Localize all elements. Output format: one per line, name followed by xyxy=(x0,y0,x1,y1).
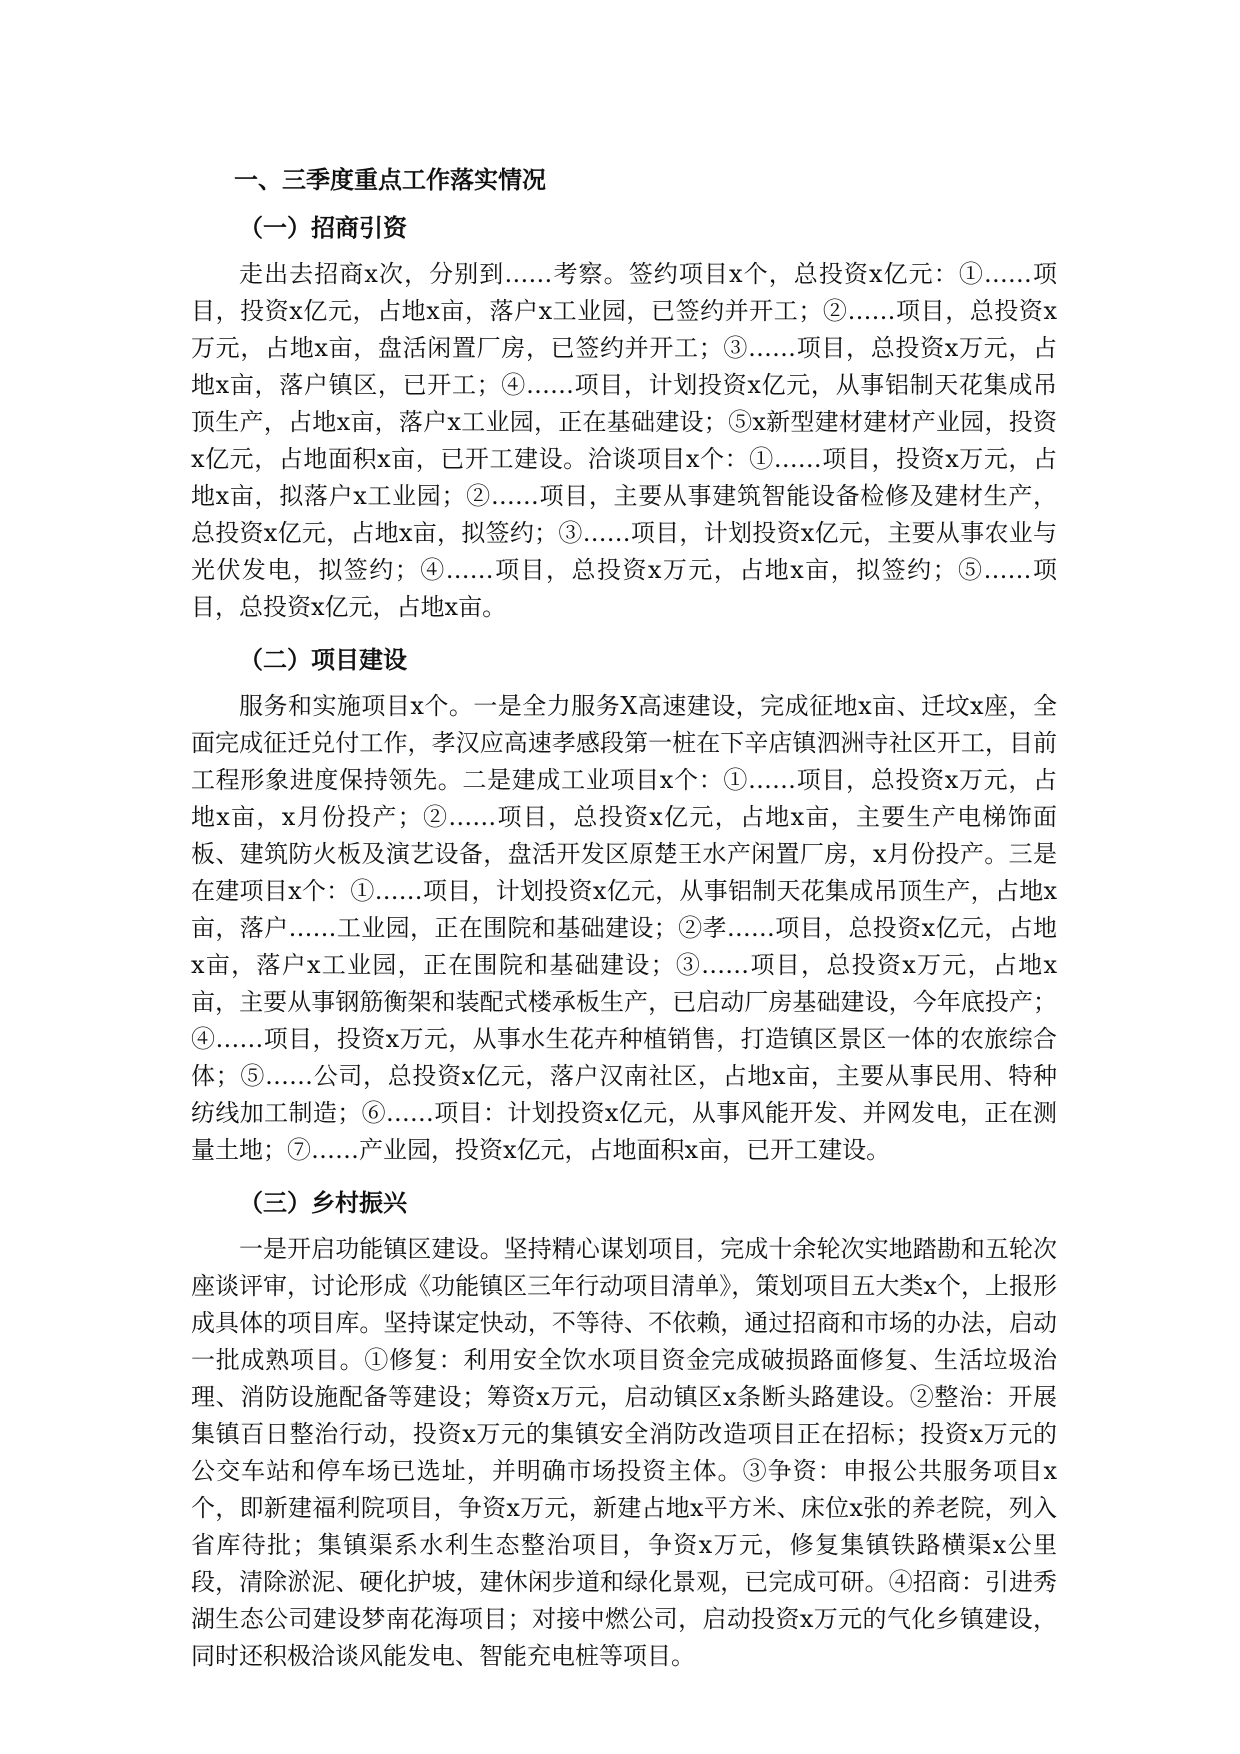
section-heading-project-construction: （二）项目建设 xyxy=(239,646,407,674)
section-heading-investment: （一）招商引资 xyxy=(239,214,407,242)
section-paragraph-rural-revitalization: 一是开启功能镇区建设。坚持精心谋划项目，完成十余轮次实地踏勘和五轮次座谈评审，讨论形成《功能镇区三年行动项目清单》，策划项目五大类x个，上报形成具体的项目库。坚持谋定快动，不等待、不依赖，通过招商和市场的办法，启动一批成熟项目。①修复：利用安全饮水项目资金完成破损路面修复、生活垃圾治理、消防设施配备等建设；筹资x万元，启动镇区x条断头路建设。②整治：开展集镇百日整治行动，投资x万元的集镇安全消防改造项目正在招标；投资x万元的公交车站和停车场已选址，并明确市场投资主体。③争资：申报公共服务项目x个，即新建福利院项目，争资x万元，新建占地x平方米、床位x张的养老院，列入省库待批；集镇渠系水利生态整治项目，争资x万元，修复集镇铁路横渠x公里段，清除淤泥、硬化护坡，建休闲步道和绿化景观，已完成可研。④招商：引进秀湖生态公司建设梦南花海项目；对接中燃公司，启动投资x万元的气化乡镇建设，同时还积极洽谈风能发电、智能充电桩等项目。 xyxy=(191,1235,1057,1670)
document-page xyxy=(191,160,1057,1689)
main-heading: 一、三季度重点工作落实情况 xyxy=(234,166,546,194)
section-paragraph-project-construction: 服务和实施项目x个。一是全力服务X高速建设，完成征地x亩、迁坟x座，全面完成征迁兑付工作，孝汉应高速孝感段第一桩在下辛店镇泗洲寺社区开工，目前工程形象进度保持领先。二是建成工业项目x个：①……项目，总投资x万元，占地x亩，x月份投产；②……项目，总投资x亿元，占地x亩，主要生产电梯饰面板、建筑防火板及演艺设备，盘活开发区原楚王水产闲置厂房，x月份投产。三是在建项目x个：①……项目，计划投资x亿元，从事铝制天花集成吊顶生产，占地x亩，落户……工业园，正在围院和基础建设；②孝……项目，总投资x亿元，占地x亩，落户x工业园，正在围院和基础建设；③……项目，总投资x万元，占地x亩，主要从事钢筋衡架和装配式楼承板生产，已启动厂房基础建设，今年底投产；④……项目，投资x万元，从事水生花卉种植销售，打造镇区景区一体的农旅综合体；⑤……公司，总投资x亿元，落户汉南社区，占地x亩，主要从事民用、特种纺线加工制造；⑥……项目：计划投资x亿元，从事风能开发、并网发电，正在测量土地；⑦……产业园，投资x亿元，占地面积x亩，已开工建设。 xyxy=(191,692,1057,1164)
section-paragraph-investment: 走出去招商x次，分别到……考察。签约项目x个，总投资x亿元：①……项目，投资x亿元，占地x亩，落户x工业园，已签约并开工；②……项目，总投资x万元，占地x亩，盘活闲置厂房，已签约并开工；③……项目，总投资x万元，占地x亩，落户镇区，已开工；④……项目，计划投资x亿元，从事铝制天花集成吊顶生产，占地x亩，落户x工业园，正在基础建设；⑤x新型建材建材产业园，投资x亿元，占地面积x亩，已开工建设。洽谈项目x个：①……项目，投资x万元，占地x亩，拟落户x工业园；②……项目，主要从事建筑智能设备检修及建材生产，总投资x亿元，占地x亩，拟签约；③……项目，计划投资x亿元，主要从事农业与光伏发电，拟签约；④……项目，总投资x万元，占地x亩，拟签约；⑤……项目，总投资x亿元，占地x亩。 xyxy=(191,260,1057,621)
section-heading-rural-revitalization: （三）乡村振兴 xyxy=(239,1189,407,1217)
